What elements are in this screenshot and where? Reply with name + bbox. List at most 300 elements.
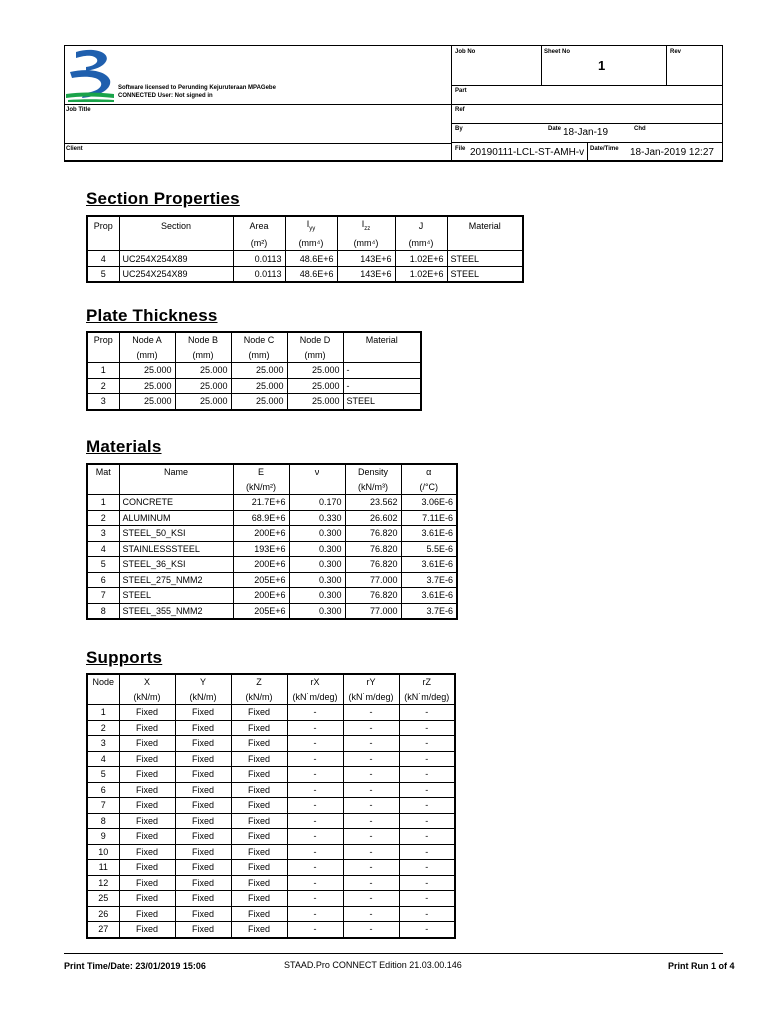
table-cell: 25.000 — [119, 363, 175, 379]
table-cell: 7.11E-6 — [401, 510, 457, 526]
table-cell: 5 — [87, 266, 119, 282]
table-cell: Fixed — [175, 844, 231, 860]
unit-cell — [87, 236, 119, 251]
table-cell: - — [399, 922, 455, 938]
table-cell: 0.0113 — [233, 266, 285, 282]
unit-cell: (kN˙m/deg) — [343, 690, 399, 705]
table-cell: 4 — [87, 751, 119, 767]
table-cell: 48.6E+6 — [285, 251, 337, 267]
table-row — [87, 557, 457, 573]
col-section: Section — [119, 216, 233, 236]
table-cell: 8 — [87, 813, 119, 829]
table-cell: 2 — [87, 378, 119, 394]
table-cell: 76.820 — [345, 541, 401, 557]
table-cell: - — [287, 875, 343, 891]
table-cell: Fixed — [231, 782, 287, 798]
sheet-no-label: Sheet No — [544, 49, 571, 55]
col-ry: rY — [343, 674, 399, 690]
table-cell: - — [399, 875, 455, 891]
col-izz: $I_{zz}$ — [337, 216, 395, 236]
table-cell: Fixed — [175, 875, 231, 891]
table-cell: UC254X254X89 — [119, 251, 233, 267]
table-row — [87, 603, 457, 619]
table-cell: 0.300 — [289, 588, 345, 604]
unit-cell: (m²) — [233, 236, 285, 251]
table-cell: 0.300 — [289, 572, 345, 588]
table-cell: 9 — [87, 829, 119, 845]
table-cell: 7 — [87, 798, 119, 814]
table-cell: ALUMINUM — [119, 510, 233, 526]
header-row — [87, 216, 523, 236]
table-cell: - — [343, 813, 399, 829]
table-cell: 3.7E-6 — [401, 572, 457, 588]
supports-title: Supports — [86, 648, 163, 667]
table-cell: - — [287, 860, 343, 876]
divider-file-date — [587, 142, 588, 160]
unit-cell: (kN/m) — [175, 690, 231, 705]
table-cell: 76.820 — [345, 588, 401, 604]
supports-table — [86, 673, 456, 939]
table-cell: - — [287, 813, 343, 829]
file-value: 20190111-LCL-ST-AMH-v — [470, 147, 585, 158]
table-cell: 193E+6 — [233, 541, 289, 557]
table-cell: 1.02E+6 — [395, 266, 447, 282]
col-nu: ν — [289, 464, 345, 480]
file-label: File — [455, 146, 466, 152]
ref-label: Ref — [455, 107, 465, 113]
table-cell: - — [399, 798, 455, 814]
table-cell: 3 — [87, 394, 119, 410]
unit-cell: (kN/m³) — [345, 480, 401, 495]
table-cell: STEEL_275_NMM2 — [119, 572, 233, 588]
table-row — [87, 526, 457, 542]
table-cell: 3.61E-6 — [401, 557, 457, 573]
table-row — [87, 813, 455, 829]
unit-cell: (kN˙m/deg) — [399, 690, 455, 705]
chd-label: Chd — [634, 126, 646, 132]
table-cell: - — [343, 720, 399, 736]
table-cell: 3.61E-6 — [401, 588, 457, 604]
unit-cell — [87, 480, 119, 495]
plate-thickness-table — [86, 331, 422, 411]
table-cell: - — [399, 705, 455, 721]
table-cell: - — [287, 891, 343, 907]
table-row — [87, 720, 455, 736]
table-cell: 5 — [87, 767, 119, 783]
table-row — [87, 751, 455, 767]
unit-cell — [119, 480, 233, 495]
table-cell: 11 — [87, 860, 119, 876]
table-row — [87, 394, 421, 410]
table-cell: Fixed — [231, 922, 287, 938]
table-cell: - — [343, 767, 399, 783]
units-row — [87, 236, 523, 251]
job-no-label: Job No — [455, 49, 476, 55]
col-density: Density — [345, 464, 401, 480]
divider-right-1 — [451, 85, 722, 86]
table-cell: - — [343, 829, 399, 845]
table-cell: 6 — [87, 572, 119, 588]
table-cell: - — [343, 736, 399, 752]
table-cell: Fixed — [119, 922, 175, 938]
unit-cell: (kN/m) — [231, 690, 287, 705]
table-cell: - — [343, 363, 421, 379]
table-cell: 5.5E-6 — [401, 541, 457, 557]
unit-cell: (kN˙m/deg) — [287, 690, 343, 705]
table-cell: - — [343, 860, 399, 876]
table-cell: 1.02E+6 — [395, 251, 447, 267]
table-cell: 76.820 — [345, 526, 401, 542]
divider-left-1 — [64, 104, 452, 105]
col-name: Name — [119, 464, 233, 480]
table-cell: Fixed — [175, 922, 231, 938]
table-cell: STEEL — [119, 588, 233, 604]
table-row — [87, 736, 455, 752]
divider-job-sheet — [541, 45, 542, 85]
table-cell: Fixed — [119, 736, 175, 752]
table-cell: 77.000 — [345, 572, 401, 588]
datetime-label: Date/Time — [590, 146, 619, 152]
divider-sheet-rev — [666, 45, 667, 85]
table-cell: STEEL — [447, 266, 523, 282]
table-cell: 0.170 — [289, 495, 345, 511]
table-cell: Fixed — [231, 767, 287, 783]
table-cell: 6 — [87, 782, 119, 798]
table-cell: 0.300 — [289, 603, 345, 619]
table-cell: Fixed — [175, 705, 231, 721]
header-row — [87, 674, 455, 690]
table-cell: Fixed — [175, 751, 231, 767]
table-cell: 8 — [87, 603, 119, 619]
table-row — [87, 266, 523, 282]
table-cell: Fixed — [175, 906, 231, 922]
part-label: Part — [455, 88, 467, 94]
table-row — [87, 767, 455, 783]
table-row — [87, 705, 455, 721]
table-cell: Fixed — [175, 829, 231, 845]
title-block-top-border — [64, 45, 723, 46]
col-j: J — [395, 216, 447, 236]
table-cell: 26 — [87, 906, 119, 922]
table-row — [87, 798, 455, 814]
table-cell: 4 — [87, 251, 119, 267]
col-area: Area — [233, 216, 285, 236]
table-cell: - — [343, 906, 399, 922]
table-cell: STEEL — [447, 251, 523, 267]
table-cell: Fixed — [119, 813, 175, 829]
table-cell: Fixed — [231, 813, 287, 829]
col-mat: Mat — [87, 464, 119, 480]
table-cell: 25.000 — [175, 394, 231, 410]
table-cell: 200E+6 — [233, 526, 289, 542]
table-cell: 12 — [87, 875, 119, 891]
table-cell: 25 — [87, 891, 119, 907]
table-cell: Fixed — [231, 751, 287, 767]
table-cell: 25.000 — [175, 363, 231, 379]
table-cell: 1 — [87, 363, 119, 379]
unit-cell — [119, 236, 233, 251]
table-cell: Fixed — [231, 906, 287, 922]
table-cell: 25.000 — [119, 378, 175, 394]
header-row — [87, 464, 457, 480]
col-rz: rZ — [399, 674, 455, 690]
table-cell: 3.7E-6 — [401, 603, 457, 619]
col-node: Node — [87, 674, 119, 690]
table-cell: STEEL — [343, 394, 421, 410]
table-row — [87, 922, 455, 938]
table-row — [87, 510, 457, 526]
col-y: Y — [175, 674, 231, 690]
divider-right-3 — [451, 123, 722, 124]
table-cell: Fixed — [231, 875, 287, 891]
table-row — [87, 860, 455, 876]
col-node-c: Node C — [231, 332, 287, 348]
table-cell: - — [343, 875, 399, 891]
table-cell: - — [287, 922, 343, 938]
table-cell: - — [399, 736, 455, 752]
table-cell: Fixed — [119, 891, 175, 907]
table-cell: 205E+6 — [233, 603, 289, 619]
table-cell: - — [399, 751, 455, 767]
table-row — [87, 844, 455, 860]
table-cell: 27 — [87, 922, 119, 938]
table-cell: Fixed — [119, 829, 175, 845]
table-cell: Fixed — [119, 782, 175, 798]
table-cell: 3 — [87, 526, 119, 542]
table-cell: 25.000 — [175, 378, 231, 394]
table-cell: STEEL_355_NMM2 — [119, 603, 233, 619]
table-cell: - — [343, 782, 399, 798]
connected-user-text: CONNECTED User: Not signed in — [118, 93, 213, 99]
unit-cell — [447, 236, 523, 251]
print-run-text: Print Run 1 of 4 — [668, 961, 735, 971]
table-cell: - — [399, 829, 455, 845]
print-time-text: Print Time/Date: 23/01/2019 15:06 — [64, 961, 206, 971]
units-row — [87, 690, 455, 705]
table-cell: - — [399, 860, 455, 876]
unit-cell: (kN/m) — [119, 690, 175, 705]
datetime-value: 18-Jan-2019 12:27 — [630, 147, 714, 158]
table-cell: 143E+6 — [337, 251, 395, 267]
table-cell: - — [287, 829, 343, 845]
unit-cell — [289, 480, 345, 495]
table-cell: 77.000 — [345, 603, 401, 619]
table-cell: Fixed — [175, 860, 231, 876]
table-cell: 25.000 — [287, 394, 343, 410]
table-row — [87, 891, 455, 907]
unit-cell: (mm⁴) — [337, 236, 395, 251]
table-cell: 5 — [87, 557, 119, 573]
title-block-right-border — [722, 45, 723, 160]
table-cell: 25.000 — [287, 378, 343, 394]
table-cell: 7 — [87, 588, 119, 604]
table-row — [87, 782, 455, 798]
table-cell: - — [399, 813, 455, 829]
table-cell: 0.300 — [289, 541, 345, 557]
unit-cell — [87, 348, 119, 363]
rev-label: Rev — [670, 49, 682, 55]
table-row — [87, 378, 421, 394]
table-cell: Fixed — [231, 736, 287, 752]
table-row — [87, 906, 455, 922]
col-node-d: Node D — [287, 332, 343, 348]
table-cell: - — [287, 705, 343, 721]
table-cell: Fixed — [231, 798, 287, 814]
table-cell: - — [399, 906, 455, 922]
title-block-bottom-border — [64, 160, 723, 162]
col-e: E — [233, 464, 289, 480]
table-cell: - — [399, 782, 455, 798]
table-cell: Fixed — [175, 736, 231, 752]
table-cell: STAINLESSSTEEL — [119, 541, 233, 557]
table-cell: 3 — [87, 736, 119, 752]
table-cell: Fixed — [231, 829, 287, 845]
table-cell: 0.300 — [289, 557, 345, 573]
date-label: Date — [548, 126, 562, 132]
materials-title: Materials — [86, 437, 162, 456]
table-cell: Fixed — [175, 767, 231, 783]
units-row — [87, 348, 421, 363]
col-x: X — [119, 674, 175, 690]
table-cell: 68.9E+6 — [233, 510, 289, 526]
table-cell: Fixed — [231, 891, 287, 907]
table-cell: Fixed — [119, 705, 175, 721]
materials-table — [86, 463, 458, 620]
table-cell: STEEL_50_KSI — [119, 526, 233, 542]
table-cell: - — [343, 378, 421, 394]
table-cell: - — [287, 736, 343, 752]
table-cell: 26.602 — [345, 510, 401, 526]
table-cell: - — [343, 798, 399, 814]
col-alpha: α — [401, 464, 457, 480]
table-cell: 21.7E+6 — [233, 495, 289, 511]
table-cell: 76.820 — [345, 557, 401, 573]
table-row — [87, 875, 455, 891]
table-cell: 23.562 — [345, 495, 401, 511]
table-cell: Fixed — [175, 813, 231, 829]
table-cell: 3.61E-6 — [401, 526, 457, 542]
col-node-b: Node B — [175, 332, 231, 348]
bentley-b-logo-icon — [66, 48, 116, 102]
col-rx: rX — [287, 674, 343, 690]
table-cell: - — [287, 844, 343, 860]
table-cell: Fixed — [175, 782, 231, 798]
table-cell: Fixed — [119, 860, 175, 876]
table-cell: 48.6E+6 — [285, 266, 337, 282]
unit-cell: (kN/m²) — [233, 480, 289, 495]
divider-left-2 — [64, 143, 452, 144]
by-label: By — [455, 126, 463, 132]
date-value: 18-Jan-19 — [563, 127, 609, 138]
table-cell: - — [343, 922, 399, 938]
table-cell: - — [287, 782, 343, 798]
table-cell: 200E+6 — [233, 588, 289, 604]
table-cell: UC254X254X89 — [119, 266, 233, 282]
unit-cell: (mm) — [287, 348, 343, 363]
license-text: Software licensed to Perunding Kejuruteraan MPAGebe — [118, 85, 276, 91]
plate-thickness-title: Plate Thickness — [86, 306, 218, 325]
table-cell: - — [287, 906, 343, 922]
table-cell: Fixed — [119, 844, 175, 860]
table-cell: 4 — [87, 541, 119, 557]
section-properties-table — [86, 215, 524, 283]
table-cell: - — [343, 705, 399, 721]
table-cell: 25.000 — [287, 363, 343, 379]
unit-cell: (mm⁴) — [285, 236, 337, 251]
table-cell: - — [343, 751, 399, 767]
table-cell: 2 — [87, 720, 119, 736]
table-cell: CONCRETE — [119, 495, 233, 511]
unit-cell — [87, 690, 119, 705]
table-cell: - — [399, 844, 455, 860]
job-title-label: Job Title — [66, 107, 91, 113]
unit-cell — [343, 348, 421, 363]
col-node-a: Node A — [119, 332, 175, 348]
col-prop: Prop — [87, 332, 119, 348]
table-cell: Fixed — [175, 720, 231, 736]
table-cell: Fixed — [175, 798, 231, 814]
table-cell: 143E+6 — [337, 266, 395, 282]
table-cell: - — [399, 891, 455, 907]
table-cell: Fixed — [119, 906, 175, 922]
table-cell: 25.000 — [119, 394, 175, 410]
table-cell: - — [343, 891, 399, 907]
units-row — [87, 480, 457, 495]
col-material: Material — [447, 216, 523, 236]
table-row — [87, 829, 455, 845]
table-cell: Fixed — [231, 705, 287, 721]
table-cell: - — [287, 767, 343, 783]
table-cell: STEEL_36_KSI — [119, 557, 233, 573]
unit-cell: (mm⁴) — [395, 236, 447, 251]
sheet-no-value: 1 — [598, 58, 606, 73]
table-cell: 1 — [87, 705, 119, 721]
table-cell: Fixed — [231, 720, 287, 736]
table-cell: 200E+6 — [233, 557, 289, 573]
table-cell: Fixed — [119, 798, 175, 814]
table-row — [87, 363, 421, 379]
table-cell: - — [343, 844, 399, 860]
unit-cell: (mm) — [175, 348, 231, 363]
edition-text: STAAD.Pro CONNECT Edition 21.03.00.146 — [284, 960, 462, 970]
unit-cell: (/°C) — [401, 480, 457, 495]
unit-cell: (mm) — [119, 348, 175, 363]
table-cell: 2 — [87, 510, 119, 526]
section-properties-title: Section Properties — [86, 189, 240, 208]
table-cell: - — [399, 767, 455, 783]
table-cell: Fixed — [231, 860, 287, 876]
table-row — [87, 495, 457, 511]
table-cell: 205E+6 — [233, 572, 289, 588]
table-row — [87, 251, 523, 267]
table-cell: 3.06E-6 — [401, 495, 457, 511]
table-cell: Fixed — [119, 767, 175, 783]
table-cell: Fixed — [119, 720, 175, 736]
table-cell: - — [287, 798, 343, 814]
table-row — [87, 572, 457, 588]
footer-divider — [64, 953, 723, 954]
col-iyy: $I_{yy}$ — [285, 216, 337, 236]
table-cell: 25.000 — [231, 363, 287, 379]
table-cell: - — [287, 720, 343, 736]
client-label: Client — [66, 146, 83, 152]
col-prop: Prop — [87, 216, 119, 236]
table-cell: Fixed — [119, 751, 175, 767]
table-cell: - — [399, 720, 455, 736]
header-row — [87, 332, 421, 348]
table-cell: Fixed — [231, 844, 287, 860]
table-cell: 25.000 — [231, 394, 287, 410]
